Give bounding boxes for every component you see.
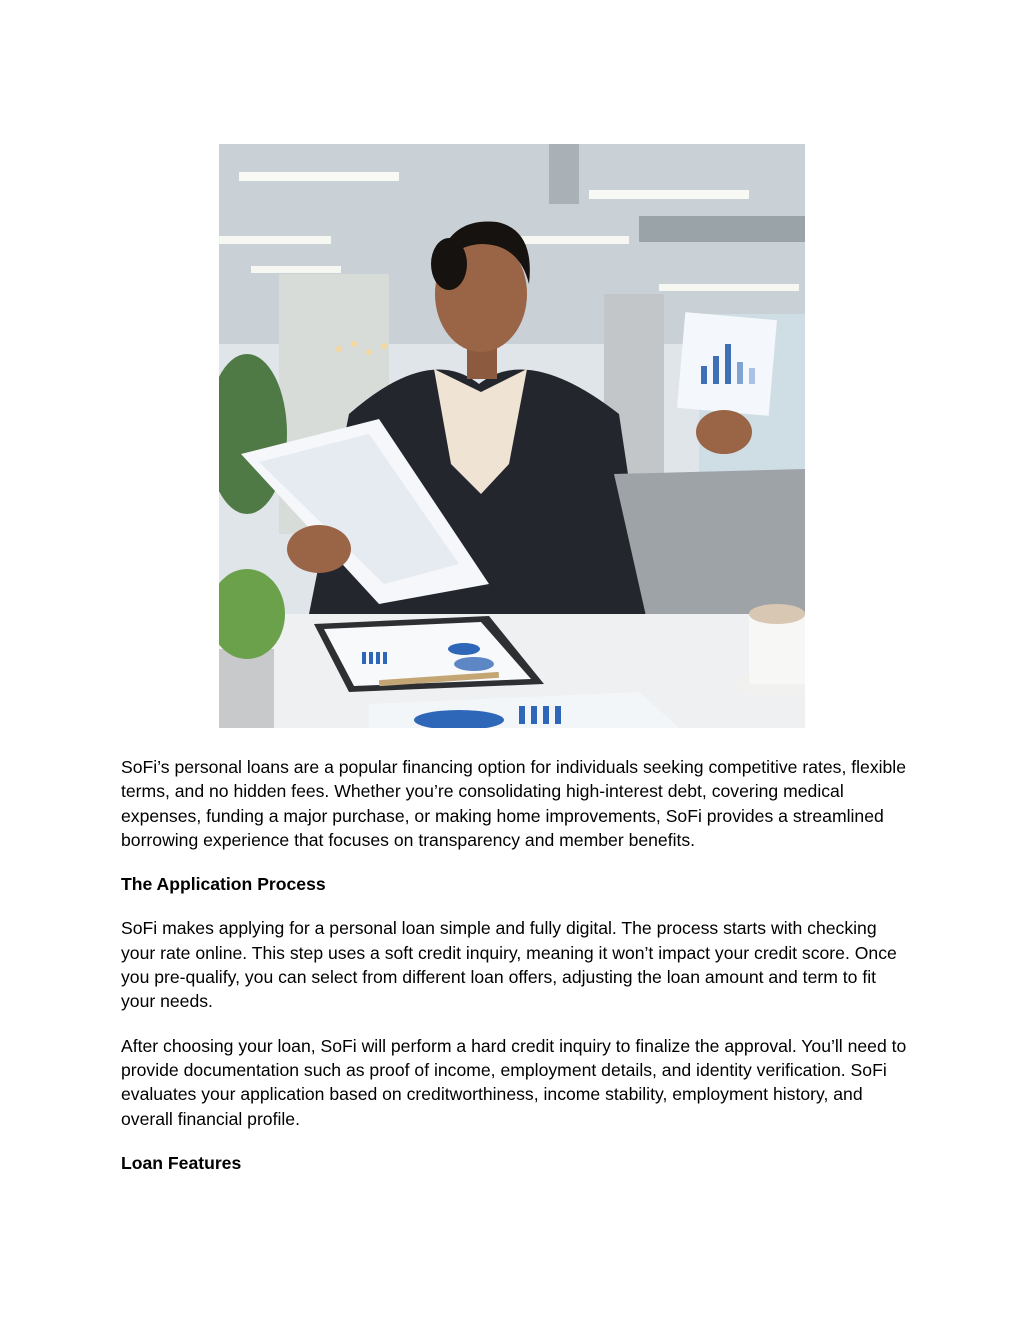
businesswoman-photo-illustration [219, 144, 805, 728]
article-body [121, 755, 911, 1195]
intro-paragraph: SoFi’s personal loans are a popular financing option for individuals seeking competitive rates, flexible terms, and no hidden fees. Whether you’re consolidating high-interest debt, covering medical expenses, funding a major purchase, or making home improvements, SoFi provides a streamlined borrowing experience that focuses on transparency and member benefits. [121, 757, 907, 850]
hero-photo [219, 144, 805, 728]
application-paragraph-1: SoFi makes applying for a personal loan simple and fully digital. The process starts with checking your rate online. This step uses a soft credit inquiry, meaning it won’t impact your credit score. Once you pre-qualify, you can select from different loan offers, adjusting the loan amount and term to fit your needs. [121, 918, 897, 1012]
application-paragraph-2: After choosing your loan, SoFi will perform a hard credit inquiry to finalize the approval. You’ll need to provide documentation such as proof of income, employment details, and identity verification. SoFi evaluates your application based on creditworthiness, income stability, employment history, and overall financial profile. [121, 1035, 907, 1129]
loan-features-heading: Loan Features [121, 1152, 242, 1173]
application-process-heading: The Application Process [121, 874, 326, 895]
